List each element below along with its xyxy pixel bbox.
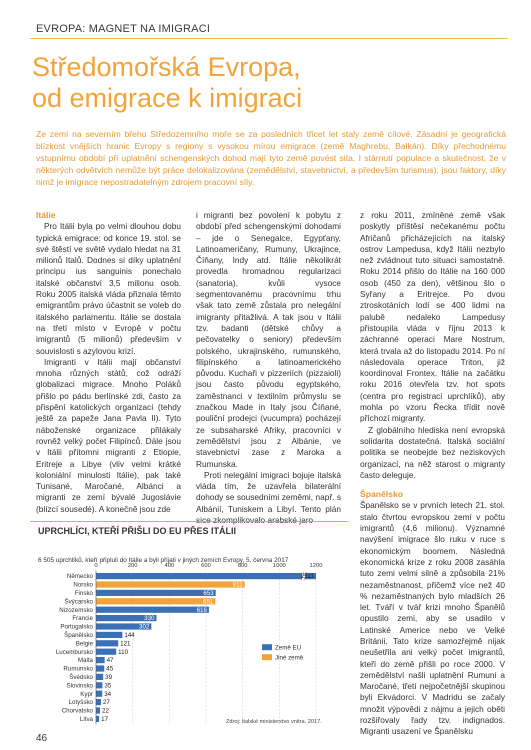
value-label: 35	[104, 682, 112, 690]
bar	[96, 682, 102, 688]
bar	[96, 674, 103, 680]
page-title-line-2: od emigrace k imigraci	[32, 83, 303, 113]
bar	[96, 607, 209, 613]
legend-swatch	[262, 654, 272, 660]
paragraph: Pro Itálii byla po velmi dlouhou dobu typická emigrace: od konce 19. stol. se své štěstí ve světě vydalo hledat na 31 milionů Italů. Dodnes si díky uplatnění principu ius sanguinis ponechalo italské občanství 3,5 milionu osob. Roku 2005 italská vláda přiznala těmto emigrantům právo účastnit se voleb do italského parlamentu. Itálie se dostala na třetí místo v Evropě v počtu imigrantů (5 milionů) především v souvislosti s azylovou krizí.	[36, 221, 181, 356]
category-label: Malta	[77, 657, 93, 665]
section-heading-spain: Španělsko	[360, 489, 403, 500]
category-label: Německo	[66, 573, 93, 581]
chart-title: UPRCHLÍCI, KTEŘÍ PŘIŠLI DO EU PŘES ITÁLII	[38, 526, 237, 536]
category-label: Portugalsko	[60, 623, 93, 631]
value-label: 27	[102, 699, 110, 707]
legend-label: Země EU	[275, 644, 302, 652]
category-label: Litva	[79, 716, 93, 723]
category-label: Finsko	[74, 590, 93, 597]
bar	[96, 649, 116, 655]
bar	[96, 581, 245, 587]
paragraph: Imigranti v Itálii mají občanství mnoha různých států, což odráží globalizaci migrace. Mnoho Poláků přišlo po pádu berlínské zdi, často za přispění katolických organizací (tehdy ještě za papeže Jana Pavla II). Tyto náboženské organizace přilákaly rovněž velký počet Filipínců. Dále jsou v Itálii přítomni migranti z Etiopie, Eritreje a Libye (vliv velmi krátké koloniální minulosti Itálie), pak také Tunisané, Maročané, Albánci a migranti ze zemí bývalé Jugoslávie (blízcí sousedé). A konečně jsou zde	[36, 356, 181, 514]
lead-paragraph: Ze zemí na severním břehu Středozemního moře se za posledních třicet let staly země cílové. Zásadní je geografická blízkost vnějších hranic Evropy s regiony s vysokou mírou emigrace (země Maghrebu, Balkán). Díky přechodnému vstupnímu období při uplatnění schengenských dohod mají tyto země povést sita. I stárnutí populace a skutečnost, že v některých odvětvích nemůže být práce delokalizována (zemědělství, stavebnictví, a především turismus), jsou faktory, díky nimž je imigrace nepostradatelným zdrojem pracovní síly.	[36, 129, 506, 187]
value-label: 17	[101, 716, 109, 723]
x-tick-label: 1000	[272, 563, 286, 569]
value-label: 45	[106, 665, 114, 673]
category-label: Kypr	[80, 690, 93, 698]
value-label: 110	[118, 648, 129, 656]
chart-subtitle: 6 505 uprchlíků, kteří připluli do Itálie a byli přijati v jiných zemích Evropy, 5. června 2017	[38, 557, 289, 564]
x-tick-label: 200	[127, 563, 138, 569]
legend-label: Jiné země	[275, 654, 304, 662]
text-column-1	[36, 210, 181, 515]
category-label: Nizozemsko	[59, 606, 93, 614]
value-label: 330	[144, 615, 155, 623]
x-tick-label: 1200	[309, 563, 323, 569]
bar	[96, 573, 316, 579]
category-label: Švédsko	[69, 674, 93, 681]
text-column-3	[360, 210, 505, 738]
category-label: Francie	[72, 615, 93, 623]
refugee-chart	[30, 521, 348, 729]
paragraph: z roku 2011, zmíněné země však poskytly příštěsí nečekanému počtu Afričanů přicházejících na italský ostrov Lampedusa, když Itálii nezbylo než zvládnout tuto situaci samostatně. Roku 2014 přišlo do Itálie na 160 000 osob (450 za den), většinou šlo o Syřany a Eritrejce. Po dvou ztroskotáních lodí se 400 lidmi na palubě nedaleko Lampedusy přistoupila vláda v říjnu 2013 k záchranné operaci Mare Nostrum, která trvala až do listopadu 2014. Po ní následovala operace Triton, již koordinoval Frontex. Itálie na začátku roku 2016 otevřela tzv. hot spots (centra pro registraci uprchlíků), aby mohla po vzoru Řecka třídit nově příchozí migranty.	[360, 210, 505, 424]
kicker-divider	[30, 38, 508, 39]
page-title-line-1: Středomořská Evropa,	[32, 52, 301, 82]
category-label: Norsko	[73, 581, 93, 589]
section-heading-italy: Itálie	[36, 210, 56, 220]
chart-source: Zdroj: Italské ministerstvo vnitra, 2017.	[226, 719, 322, 725]
text-column-2	[196, 210, 341, 526]
category-label: Lotyšsko	[68, 699, 93, 707]
value-label: 34	[104, 690, 112, 698]
category-label: Rumunsko	[63, 665, 93, 673]
paragraph: Proti nelegální imigraci bojuje italská vláda tím, že uzavřela bilaterální dohody se sousedními zeměmi, např. s Albánií, Tuniskem a Libyí. Tento plán sice zkomplikovalo arabské jaro	[196, 469, 341, 526]
value-label: 2511	[300, 573, 314, 581]
page-number: 46	[36, 733, 48, 744]
legend-swatch	[262, 644, 272, 650]
value-label: 121	[120, 640, 131, 648]
bar	[96, 590, 216, 596]
bar	[96, 699, 101, 705]
paragraph: i migranti bez povolení k pobytu z období před schengenskými dohodami – jde o Senegalce, Egypťany, Latinoameričany, Rumuny, Ukrajince, Číňany, Indy atd. Itálie několikrát provedla hromadnou regularizaci (sanatoria), kvůli vysoce segmentovanému pracovnímu trhu však tato země zůstala pro nelegální imigranty přitažlivá. A tak jsou v Itálii tzv. badanti (dětské chůvy a pečovatelky o seniory) především polského, ukrajinského, rumunského, filipínského a latinoamerického původu. Kuchaři v pizzeriích (pizzaioli) jsou často původu egyptského, zaměstnanci v textilním průmyslu se značkou Made in Italy jsou Číňané, pouliční prodejci (vucumpra) pocházejí ze subsaharské Afriky, pracovníci v zemědělství jsou z Albánie, ve stavebnictví zase z Maroka a Rumunska.	[196, 210, 341, 469]
bar	[96, 665, 104, 671]
category-label: Belgie	[75, 640, 93, 648]
x-tick-label: 800	[237, 563, 248, 569]
bar	[96, 632, 122, 638]
value-label: 144	[124, 632, 135, 639]
bar	[96, 657, 105, 663]
bar	[96, 707, 100, 713]
category-label: Lucembursko	[55, 648, 93, 656]
value-label: 653	[203, 590, 214, 597]
bar	[96, 691, 102, 697]
paragraph: Z globálního hlediska není evropská solidarita dostatečná. Italská sociální politika se neobejde bez neziskových organizací, na něž starost o migranty často deleguje.	[360, 424, 505, 480]
category-label: Švýcarsko	[64, 598, 93, 606]
value-label: 616	[196, 606, 207, 614]
value-label: 651	[203, 598, 214, 606]
category-label: Chorvatsko	[61, 707, 93, 715]
x-tick-label: 600	[201, 563, 211, 569]
x-tick-label: 400	[164, 563, 175, 569]
bar	[96, 598, 215, 604]
value-label: 22	[102, 707, 109, 715]
category-label: Slovinsko	[66, 682, 93, 690]
section-kicker: EVROPA: MAGNET NA IMIGRACI	[36, 23, 211, 35]
x-tick-label: 0	[94, 563, 98, 569]
value-label: 39	[105, 674, 113, 681]
value-label: 47	[106, 657, 114, 665]
category-label: Španělsko	[64, 632, 93, 639]
bar	[96, 716, 99, 722]
value-label: 811	[232, 581, 243, 589]
bar	[96, 640, 118, 646]
paragraph: Španělsko se v prvních letech 21. stol. stalo čtvrtou evropskou zemí v počtu imigrantů (4,6 milionu). Významné navýšení imigrace šlo ruku v ruce s ekonomickým boomem. Následná ekonomická krize z roku 2008 zasáhla tuto zemi velmi silně a způsobila 21% nezaměstnanost, přičemž více než 40 % nezaměstnaných bylo mladších 26 let. Tváří v tvář krizi mnoho Španělů opustilo zemi, aby se usadilo v Latinské Americe nebo ve Velké Británii. Tato krize samozřejmě nijak neušetřila ani velký počet imigrantů, kteří do země přišli po roce 2000. V zemědělství našli uplatnění Rumuni a Maročané, třetí nejpočetnější skupinou byli Ekvádorci. V Madridu se začaly množit výpovědi z nájmu a jejich oběti rozšiřovaly řady tzv. indignados. Migranti usazení ve Španělsku	[360, 500, 505, 737]
page-title	[32, 52, 502, 114]
value-label: 302	[139, 623, 150, 631]
